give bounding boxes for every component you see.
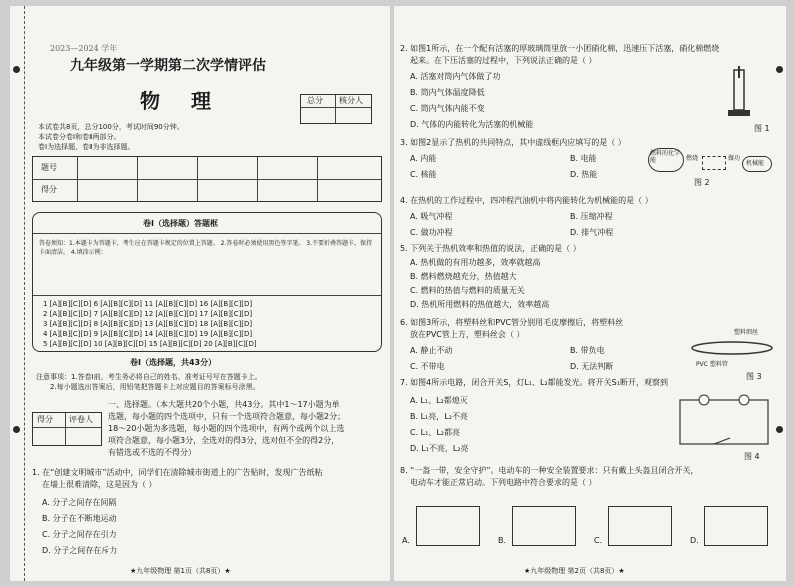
section1-title: 卷Ⅰ（选择题，共43分）	[130, 358, 217, 367]
q1-text2: 在墙上很难清除，这是因为（ ）	[42, 480, 157, 489]
exam-title: 九年级第一学期第二次学情评估	[70, 58, 266, 74]
q6-option-a: A. 静止不动	[410, 346, 453, 355]
q3-text: 3. 如图2显示了热机的共同特点，其中虚线框内应填写的是（ ）	[400, 138, 626, 147]
q7-option-b: B. L₁亮，L₂不亮	[410, 412, 468, 421]
punch-hole-icon	[776, 426, 783, 433]
answer-row-3: 3 [A][B][C][D] 8 [A][B][C][D] 13 [A][B][C][D] 18 [A][B][C][D]	[43, 320, 253, 328]
fig3-label-1: 塑料细丝	[734, 329, 759, 336]
score-table-row2-label: 得分	[41, 185, 57, 194]
answer-card-title: 卷Ⅰ（选择题）答题框	[143, 219, 218, 228]
q1-text: 1. 在“创建文明城市”活动中，同学们在清除城市街道上的广告贴时，发现广告纸粘	[32, 468, 323, 477]
circuit-diagram-icon	[674, 392, 774, 452]
answer-card	[32, 212, 382, 352]
flow-node-4: 机械能	[746, 160, 765, 167]
q8-text: 8. “一盔一带，安全守护”。电动车的一种安全装置要求：只有戴上头盔且闭合开关，	[400, 466, 699, 475]
q6-text2: 放在PVC管上方，塑料丝会（ ）	[410, 330, 525, 339]
circuit-b	[512, 506, 576, 546]
fig1-label: 图 1	[754, 124, 770, 133]
q5-option-b: B. 燃料燃烧越充分，热值越大	[410, 272, 517, 281]
school-year: 2023—2024 学年	[50, 44, 118, 53]
right-page	[394, 6, 786, 581]
q2-text: 2. 如图1所示，在一个配有活塞的厚玻璃筒里放一小团硝化棉，迅速压下活塞，硝化棉燃烧	[400, 44, 720, 53]
binding-line	[24, 6, 25, 581]
note-3: 卷Ⅰ为选择题，卷Ⅱ为非选择题。	[38, 143, 135, 151]
punch-hole-icon	[13, 66, 20, 73]
left-page	[10, 6, 390, 581]
circuit-c	[608, 506, 672, 546]
q6-option-b: B. 带负电	[570, 346, 605, 355]
answer-row-2: 2 [A][B][C][D] 7 [A][B][C][D] 12 [A][B][C][D] 17 [A][B][C][D]	[43, 310, 253, 318]
q1-option-b: B. 分子在不断地运动	[42, 514, 117, 523]
q8-text2: 电动车才能正常启动。下列电路中符合要求的是（ ）	[410, 478, 597, 487]
answer-row-1: 1 [A][B][C][D] 6 [A][B][C][D] 11 [A][B][C][D] 16 [A][B][C][D]	[43, 300, 253, 308]
fig3-label: 图 3	[746, 372, 762, 381]
circuit-a	[416, 506, 480, 546]
circuit-d	[704, 506, 768, 546]
q1-option-c: C. 分子之间存在引力	[42, 530, 117, 539]
q6-option-c: C. 不带电	[410, 362, 445, 371]
q3-option-b: B. 电能	[570, 154, 597, 163]
score-table	[32, 156, 382, 202]
grader-score-label: 得分	[37, 415, 53, 424]
q7-text: 7. 如图4所示电路，闭合开关S，灯L₁、L₂都能发光。将开关S₁断开，观察到	[400, 378, 668, 387]
choice-intro-2: 选题，每小题的四个选项中，只有一个选项符合题意，每小题2分；	[108, 412, 346, 421]
answer-row-4: 4 [A][B][C][D] 9 [A][B][C][D] 14 [A][B][C][D] 19 [A][B][C][D]	[43, 330, 253, 338]
fig2-label: 图 2	[694, 178, 710, 187]
subject-title: 物 理	[140, 89, 223, 113]
fig3-label-2: PVC 塑料管	[696, 361, 728, 368]
choice-intro-4: 项符合题意，每小题3分，全选对的得3分，选对但不全的得2分，	[108, 436, 340, 445]
grader-name-label: 评卷人	[69, 415, 93, 424]
q2-option-c: C. 筒内气体内能不变	[410, 104, 485, 113]
syringe-apparatus-icon	[724, 66, 754, 122]
q1-option-a: A. 分子之间存在间隔	[42, 498, 117, 507]
q5-option-a: A. 热机做的有用功越多，效率就越高	[410, 258, 541, 267]
q4-option-c: C. 做功冲程	[410, 228, 453, 237]
q2-option-a: A. 活塞对筒内气体做了功	[410, 72, 501, 81]
q3-option-c: C. 核能	[410, 170, 437, 179]
q4-option-a: A. 吸气冲程	[410, 212, 453, 221]
q7-option-d: D. L₁不亮，L₂亮	[410, 444, 469, 453]
right-footer: ★九年级物理 第2页（共8页）★	[524, 567, 625, 575]
q7-option-a: A. L₁、L₂都熄灭	[410, 396, 468, 405]
choice-intro-5: 有错选或不选的不得分）	[108, 448, 196, 457]
q4-option-d: D. 排气冲程	[570, 228, 614, 237]
q1-option-d: D. 分子之间存在斥力	[42, 546, 118, 555]
q5-option-c: C. 燃料的热值与燃料的质量无关	[410, 286, 525, 295]
q8-option-c: C.	[594, 536, 603, 545]
pvc-tube-icon	[690, 338, 774, 358]
flow-node-1: 燃料的化学能	[650, 150, 681, 164]
section1-note-1: 注意事项：1.答卷Ⅰ前，考生务必将自己的姓名、准考证号写在答题卡上。	[36, 373, 262, 381]
score-table-row1-label: 题号	[41, 163, 57, 172]
q3-option-d: D. 热能	[570, 170, 598, 179]
fig4-label: 图 4	[744, 452, 760, 461]
grader-box	[32, 412, 102, 446]
q8-option-a: A.	[402, 536, 410, 545]
note-2: 本试卷分卷Ⅰ和卷Ⅱ两部分。	[38, 133, 121, 141]
note-1: 本试卷共8页，总分100分，考试时间90分钟。	[38, 123, 184, 131]
section1-note-2: 2.每小题选出答案后，用铅笔把答题卡上对应题目的答案标号涂黑。	[50, 383, 260, 391]
q5-text: 5. 下列关于热机效率和热值的说法，正确的是（ ）	[400, 244, 581, 253]
q2-text2: 起来。在下压活塞的过程中，下列说法正确的是（ ）	[410, 56, 597, 65]
flow-node-3: 做功	[728, 155, 741, 162]
q5-option-d: D. 热机所用燃料的热值越大，效率越高	[410, 300, 550, 309]
punch-hole-icon	[13, 426, 20, 433]
choice-intro-3: 18～20小题为多选题，每小题的四个选项中，有两个或两个以上选	[108, 424, 345, 433]
q6-option-d: D. 无法判断	[570, 362, 614, 371]
q4-text: 4. 在热机的工作过程中，四冲程汽油机中将内能转化为机械能的是（ ）	[400, 196, 653, 205]
q8-option-b: B.	[498, 536, 507, 545]
flow-node-2: 燃烧	[686, 155, 699, 162]
left-footer: ★九年级物理 第1页（共8页）★	[130, 567, 231, 575]
q3-option-a: A. 内能	[410, 154, 437, 163]
answer-row-5: 5 [A][B][C][D] 10 [A][B][C][D] 15 [A][B][C][D] 20 [A][B][C][D]	[43, 340, 257, 348]
q4-option-b: B. 压缩冲程	[570, 212, 613, 221]
q2-option-b: B. 筒内气体温度降低	[410, 88, 485, 97]
q6-text: 6. 如图3所示，将塑料丝和PVC管分别用毛皮摩擦后，将塑料丝	[400, 318, 624, 327]
q2-option-d: D. 气体的内能转化为活塞的机械能	[410, 120, 534, 129]
q8-option-d: D.	[690, 536, 699, 545]
total-score-label: 总分	[307, 96, 323, 105]
choice-intro-1: 一、选择题。（本大题共20个小题，共43分。其中1～17小题为单	[108, 400, 340, 409]
answer-card-instructions: 答卷须知：1.本题卡为答题卡，考生应在答题卡规定的位置上答题。 2.答卷时必须使用黑色签字笔。 3.不要折叠答题卡，保持卡面清洁。 4.填涂示例：	[39, 240, 372, 256]
punch-hole-icon	[776, 66, 783, 73]
checker-label: 核分人	[339, 96, 363, 105]
q7-option-c: C. L₁、L₂都亮	[410, 428, 460, 437]
total-score-box	[300, 94, 372, 124]
